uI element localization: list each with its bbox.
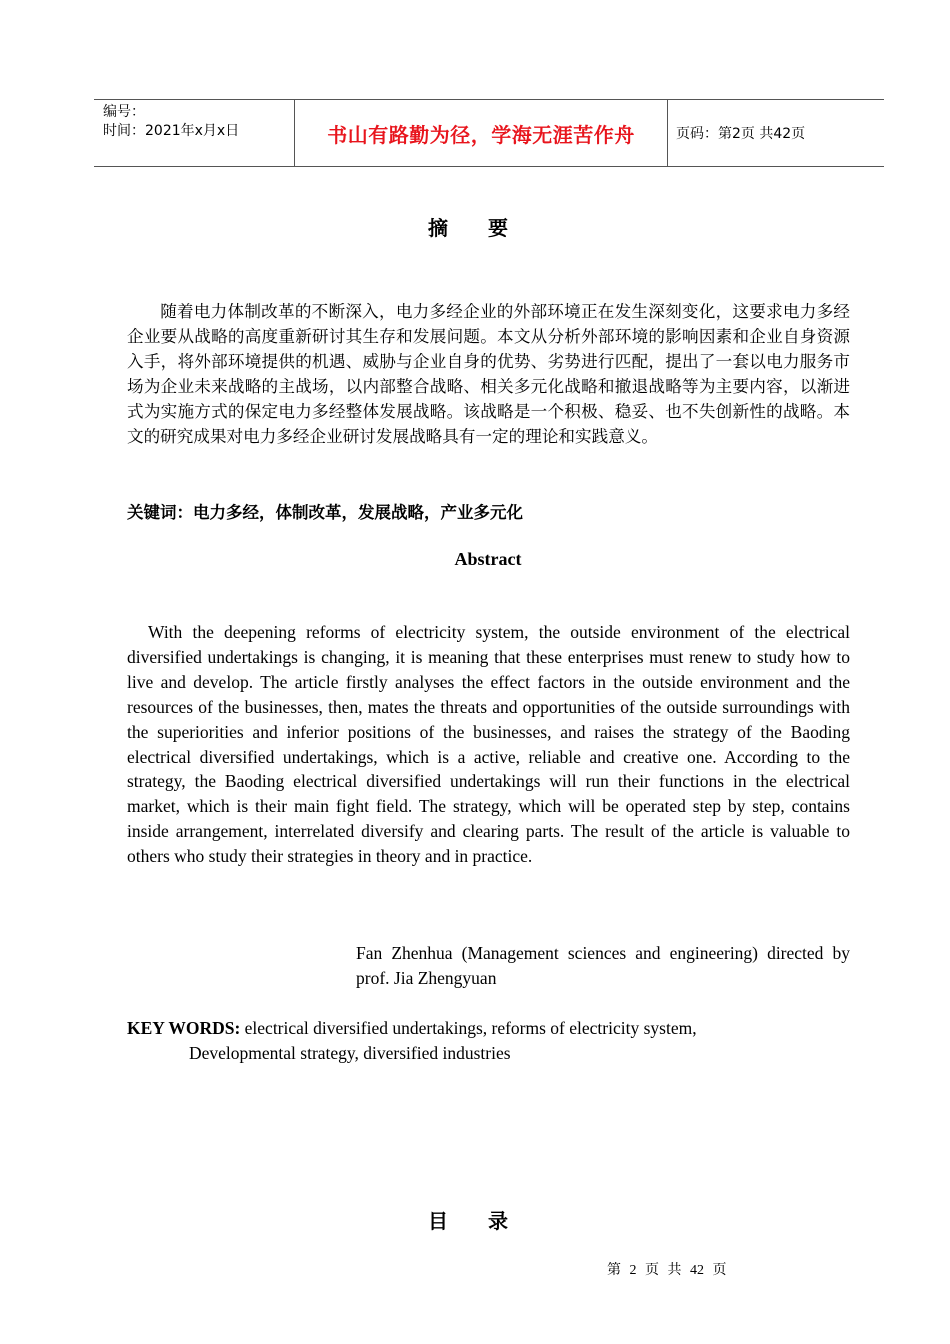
document-time-label: 时间：2021年x月x日 [103,123,240,139]
keywords-en-label: KEY WORDS: [127,1018,241,1038]
keywords-en [127,1016,887,1066]
header-meta-cell [94,100,294,166]
page-footer: 第 2 页 共 42 页 [607,1263,727,1278]
header-motto: 书山有路勤为径，学海无涯苦作舟 [327,122,635,147]
keywords-en-line1: electrical diversified undertakings, reforms of electricity system, [240,1018,697,1038]
author-line: Fan Zhenhua (Management sciences and engineering) directed by prof. Jia Zhengyuan [356,943,850,988]
header-page-info: 页码：第2页 共42页 [676,126,806,142]
document-number-label: 编号： [103,104,145,120]
toc-title: 目录 [428,1209,548,1233]
header-motto-cell [294,100,668,166]
abstract-en-body: With the deepening reforms of electricity system, the outside environment of the electrical diversified undertakings is changing, it is meaning that these enterprises must renew to study how to live and develop. The article firstly analyses the effect factors in the outside environment and the resources of the businesses, then, mates the threats and opportunities of the outside surroundings with the superiorities and inferior positions of the businesses, and raises the strategy of the Baoding electrical diversified undertakings, which is a active, reliable and creative one. According to the strategy, the Baoding electrical diversified undertakings will run their functions in the electrical market, which is their main fight field. The strategy, which will be operated step by step, contains inside arrangement, interrelated diversify and clearing parts. The result of the article is valuable to others who study their strategies in theory and in practice. [127,622,850,867]
abstract-cn-title: 摘要 [428,216,548,240]
keywords-cn: 关键词：电力多经，体制改革，发展战略，产业多元化 [127,503,523,522]
header-page-cell [668,100,884,166]
page-header [94,99,884,167]
keywords-en-line2: Developmental strategy, diversified industries [189,1043,511,1063]
abstract-cn-body: 随着电力体制改革的不断深入，电力多经企业的外部环境正在发生深刻变化，这要求电力多经企业要从战略的高度重新研讨其生存和发展问题。本文从分析外部环境的影响因素和企业自身资源入手，将外部环境提供的机遇、威胁与企业自身的优势、劣势进行匹配，提出了一套以电力服务市场为企业未来战略的主战场，以内部整合战略、相关多元化战略和撤退战略等为主要内容，以渐进式为实施方式的保定电力多经整体发展战略。该战略是一个积极、稳妥、也不失创新性的战略。本文的研究成果对电力多经企业研讨发展战略具有一定的理论和实践意义。 [127,302,850,446]
abstract-en-title: Abstract [454,549,522,569]
